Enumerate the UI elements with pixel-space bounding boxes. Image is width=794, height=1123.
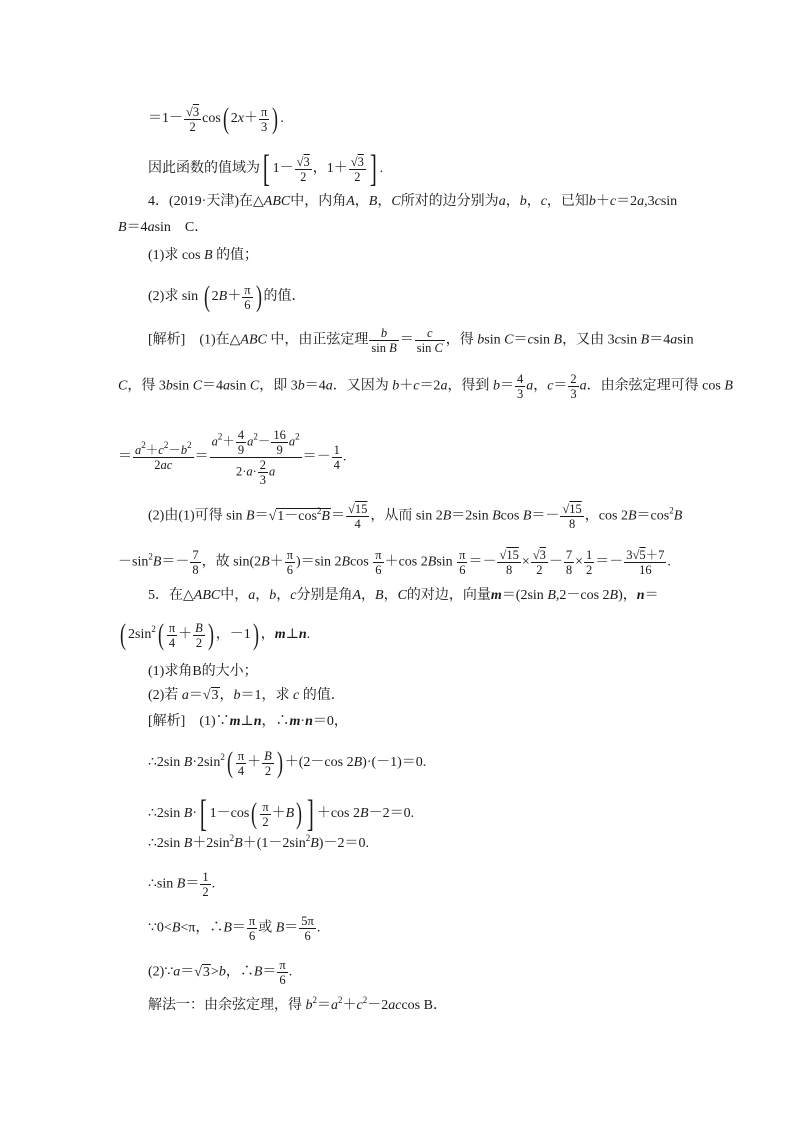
fraction: $\frac{√3}{2}$ (186, 104, 200, 134)
problem-5-line-2: ( $2\sin^2$( $\frac{\pi}{4}$ ＋ $\frac{B}{2}$ ) ，－1) ，m⊥n. (120, 618, 311, 651)
solution-4-line-4: (2)由(1)可得 $\sin B=√1-\cos^2B=$ $\frac{√15}{4}$ ，从而 sin 2B＝2sin Bcos B＝－ $\frac{√15}{8}$ ，$\cos 2B=\cos^2B$ (148, 502, 683, 531)
text-range: 因此函数的值域为 (148, 161, 260, 177)
analysis-tag-2: [解析] (148, 714, 186, 729)
solution-5-line-4: ∴2sin $B+2\sin^2B+(1-2\sin^2B)-2=0$. (148, 833, 369, 851)
solution-5-line-2: ∴2sin $B\cdot 2\sin^2$( $\frac{\pi}{4}$ ＋ $\frac{B}{2}$ ) ＋(2－cos 2B)·(－1)＝0. (148, 746, 427, 779)
problem-4-q2: (2)求 sin ( 2B＋ $\frac{\pi}{6}$ ) 的值． (148, 280, 306, 313)
solution-4-line-1: [解析] (1)在△ABC 中，由正弦定理 $\frac{b}{\text{sin B}}$ ＝ $\frac{c}{\text{sin C}}$ ，得 bsin C＝csin B，又由 3csin B＝4asin (148, 326, 694, 355)
problem-4-q1: (1)求 cos B 的值； (148, 248, 259, 263)
analysis-tag: [解析] (148, 332, 186, 348)
problem-4-line-2: B＝4asin C． (118, 220, 209, 235)
solution-4-line-5: $-\sin^2B=-$ $\frac{7}{8}$ ，故 sin(2B＋ $\frac{\pi}{6}$ )＝sin 2Bcos $\frac{\pi}{6}$ ＋cos 2Bsin $\frac{\pi}{6}$ ＝－ $\frac{√15}{8}$ × $\frac{√3}{2}$ － $\frac{7}{8}$ × $\frac{1}{2}$ ＝－ $\frac{3√5+7}{16}$ . (118, 548, 671, 577)
solution-4-line-2: C，得 3bsin C＝4asin C，即 3b＝4a．又因为 b＋c＝2a，得到 b＝ $\frac{4}{3}$ a，c＝ $\frac{2}{3}$ a．由余弦定理可得 cos B (118, 372, 733, 401)
solution-4-line-3: ＝ $\frac{a^2+c^2-b^2}{2ac}$ ＝ $a^2+$ $\frac{4}{9}$ $a^2-$ $\frac{16}{9}$ $a^2$ 2·a· $\frac{2}{3}$ a ＝－ $\frac{1}{4}$ . (118, 428, 347, 487)
solution-5-line-8: 解法一：由余弦定理，得 $b^2=a^2+c^2-2accos$ B． (148, 995, 447, 1013)
problem-4-line-1: 4．(2019·天津)在△ABC中，内角A，B，C所对的边分别为a，b，c，已知b＋c＝2a,3csin (148, 194, 678, 209)
problem-5-q2: (2)若 a＝√3，b＝1，求 c 的值． (148, 688, 345, 703)
line-2: 因此函数的值域为[ 1－ $\frac{√3}{2}$ ，1＋ $\frac{√3}{2}$ ] . (148, 148, 384, 190)
problem-5-q1: (1)求角B的大小； (148, 664, 258, 679)
solution-5-line-3: ∴2sin B·[ 1－cos( $\frac{\pi}{2}$ ＋B) ] ＋cos 2B－2＝0. (148, 793, 415, 835)
solution-5-line-5: ∴sin B＝ $\frac{1}{2}$ . (148, 870, 216, 899)
solution-5-line-7: (2)∵a＝√3>b，∴B＝ $\frac{\pi}{6}$ . (148, 958, 293, 987)
problem-5-line-1: 5．在△ABC中，a，b，c分别是角A，B，C的对边，向量m＝(2sin B,2－cos 2B)，n＝ (148, 588, 659, 603)
line-1: ＝1－ $\frac{√3}{2}$ cos( 2x＋ $\frac{\pi}{3}$ ) . (148, 102, 284, 135)
solution-5-line-6: ∵0<B<π，∴B＝ $\frac{\pi}{6}$ 或 B＝ $\frac{5\pi}{6}$ . (148, 914, 321, 943)
solution-5-line-1: [解析] (1)∵m⊥n，∴m·n＝0， (148, 714, 348, 729)
